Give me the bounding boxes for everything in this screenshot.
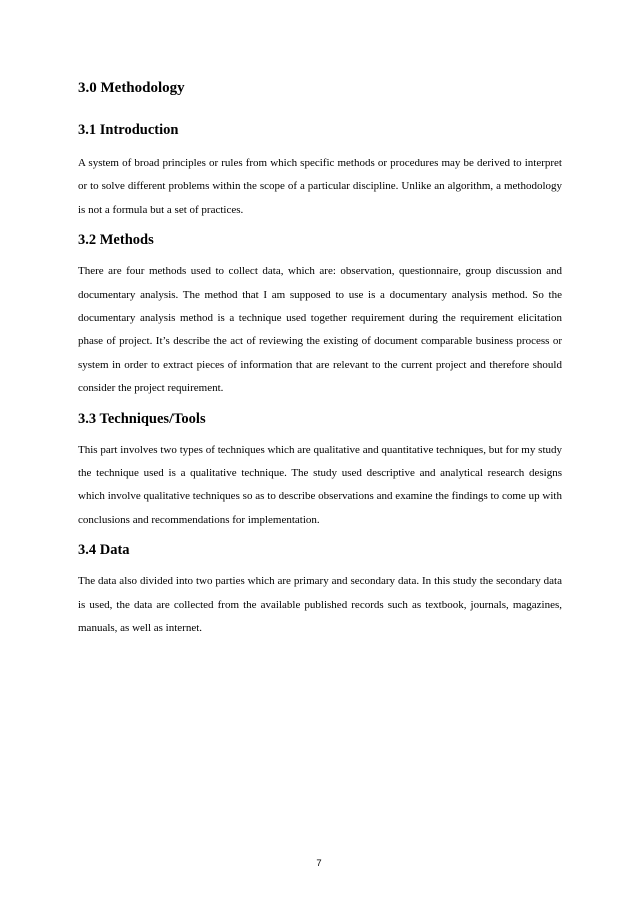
section-heading: 3.3 Techniques/Tools (78, 410, 206, 427)
section-paragraph: There are four methods used to collect data, which are: observation, questionnaire, group discussion and documentary analysis. The method that I am supposed to use is a documentary analysis method. So the documentary analysis method is a technique used together requirement during the requirement elicitation phase of project. It’s describe the act of reviewing the existing of document comparable business process or system in order to extract pieces of information that are relevant to the current project and therefore should consider the project requirement. (78, 265, 562, 395)
section-data (78, 540, 562, 640)
page-number: 7 (316, 858, 322, 869)
section-introduction (78, 120, 562, 222)
page-content (78, 78, 562, 649)
chapter-title: 3.0 Methodology (78, 80, 185, 96)
section-heading: 3.4 Data (78, 542, 130, 559)
section-methods (78, 230, 562, 400)
section-paragraph: This part involves two types of techniques which are qualitative and quantitative techniques, but for my study the technique used is a qualitative technique. The study used descriptive and analytical research designs which involve qualitative techniques so as to describe observations and examine the findings to come up with conclusions and recommendations for implementation. (78, 443, 562, 526)
section-paragraph: The data also divided into two parties which are primary and secondary data. In this study the secondary data is used, the data are collected from the available published records such as textbook, journals, magazines, manuals, as well as internet. (78, 575, 562, 635)
section-techniques-tools (78, 409, 562, 533)
section-paragraph: A system of broad principles or rules from which specific methods or procedures may be derived to interpret or to solve different problems within the scope of a particular discipline. Unlike an algorithm, a methodology is not a formula but a set of practices. (78, 157, 562, 216)
section-heading: 3.1 Introduction (78, 122, 179, 138)
section-heading: 3.2 Methods (78, 232, 154, 249)
